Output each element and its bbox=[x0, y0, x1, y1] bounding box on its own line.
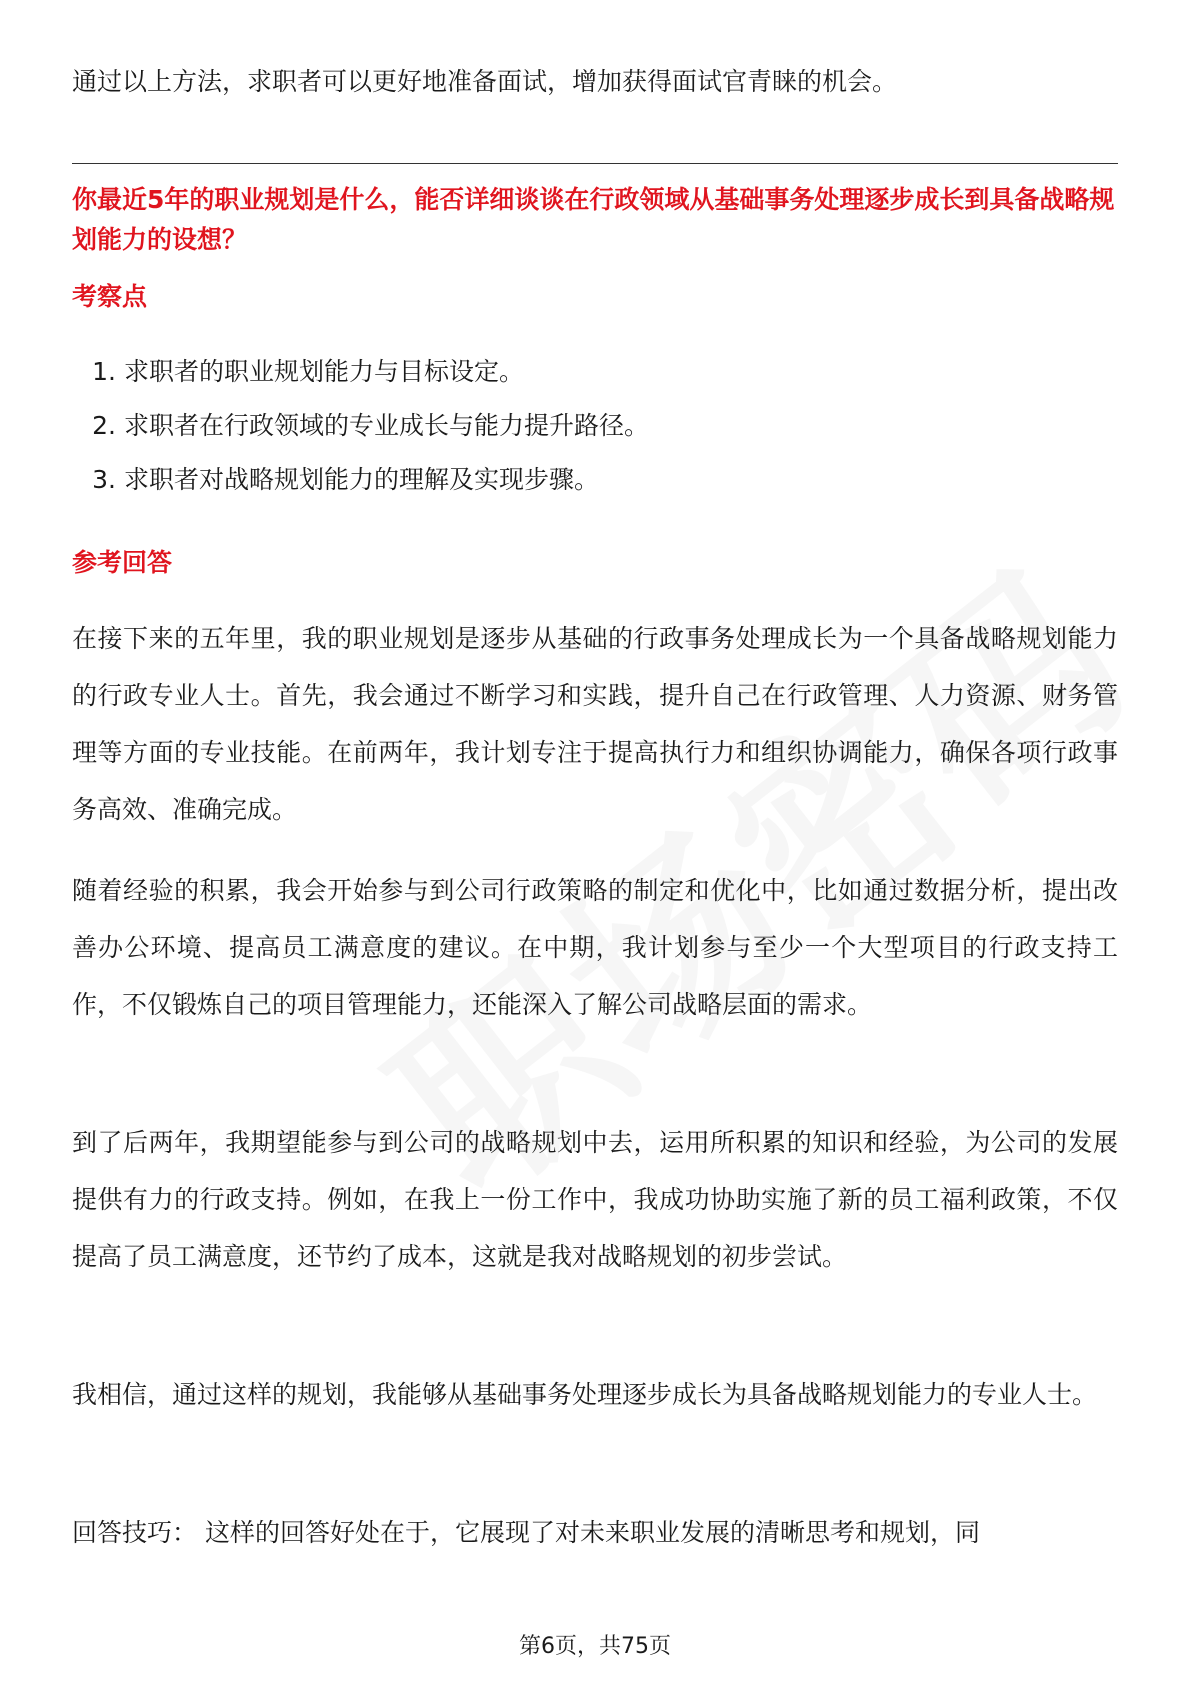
list-item bbox=[72, 460, 649, 514]
points-list bbox=[72, 352, 649, 514]
list-number: 2. bbox=[92, 411, 116, 440]
list-text: 求职者在行政领域的专业成长与能力提升路径。 bbox=[124, 411, 650, 440]
question-heading: 你最近5年的职业规划是什么，能否详细谈谈在行政领域从基础事务处理逐步成长到具备战略规划能力的设想？ bbox=[72, 185, 1115, 254]
answer-paragraph: 在接下来的五年里，我的职业规划是逐步从基础的行政事务处理成长为一个具备战略规划能力的行政专业人士。首先，我会通过不断学习和实践，提升自己在行政管理、人力资源、财务管理等方面的专业技能。在前两年，我计划专注于提高执行力和组织协调能力，确保各项行政事务高效、准确完成。 bbox=[72, 624, 1118, 824]
answer-title: 参考回答 bbox=[72, 548, 173, 577]
points-title: 考察点 bbox=[72, 282, 148, 311]
answer-paragraph: 我相信，通过这样的规划，我能够从基础事务处理逐步成长为具备战略规划能力的专业人士。 bbox=[72, 1380, 1098, 1409]
page-footer: 第6页，共75页 bbox=[519, 1634, 671, 1659]
section-divider bbox=[72, 163, 1118, 164]
list-text: 求职者对战略规划能力的理解及实现步骤。 bbox=[124, 465, 600, 494]
list-item bbox=[72, 406, 649, 460]
list-item bbox=[72, 352, 649, 406]
tips-paragraph: 回答技巧： 这样的回答好处在于，它展现了对未来职业发展的清晰思考和规划，同 bbox=[72, 1518, 980, 1547]
answer-paragraph: 随着经验的积累，我会开始参与到公司行政策略的制定和优化中，比如通过数据分析，提出改善办公环境、提高员工满意度的建议。在中期，我计划参与至少一个大型项目的行政支持工作，不仅锻炼自己的项目管理能力，还能深入了解公司战略层面的需求。 bbox=[72, 876, 1118, 1019]
intro-paragraph: 通过以上方法，求职者可以更好地准备面试，增加获得面试官青睐的机会。 bbox=[72, 67, 898, 96]
answer-paragraph: 到了后两年，我期望能参与到公司的战略规划中去，运用所积累的知识和经验，为公司的发展提供有力的行政支持。例如，在我上一份工作中，我成功协助实施了新的员工福利政策，不仅提高了员工满意度，还节约了成本，这就是我对战略规划的初步尝试。 bbox=[72, 1128, 1118, 1271]
list-text: 求职者的职业规划能力与目标设定。 bbox=[124, 357, 525, 386]
list-number: 3. bbox=[92, 465, 116, 494]
list-number: 1. bbox=[92, 357, 116, 386]
